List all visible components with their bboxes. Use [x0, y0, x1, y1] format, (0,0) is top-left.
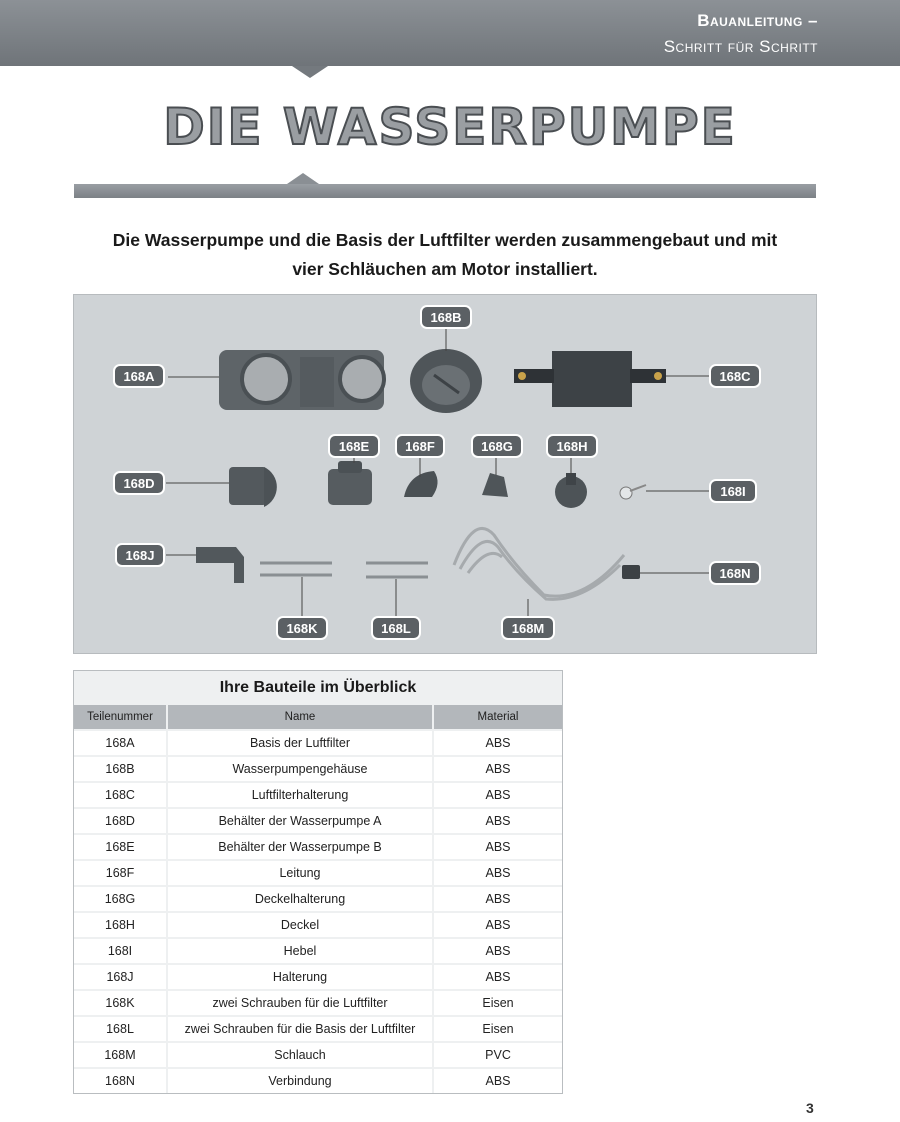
part-label-168e-text: 168E	[338, 439, 370, 454]
name-cell: Wasserpumpengehäuse	[168, 755, 434, 781]
part-label-168f-text: 168F	[405, 439, 435, 454]
name-cell: Leitung	[168, 859, 434, 885]
material-cell: Eisen	[434, 1015, 562, 1041]
parts-photo	[73, 294, 817, 654]
name-cell: Schlauch	[168, 1041, 434, 1067]
parts-table-body	[74, 729, 562, 1093]
part-168i-image	[620, 485, 646, 499]
part-label-168a-text: 168A	[123, 369, 155, 384]
column-header-name: Name	[168, 705, 434, 729]
intro-line1: Die Wasserpumpe und die Basis der Luftfilter werden zusammengebaut und mit	[112, 230, 778, 250]
column-header-material: Material	[434, 705, 562, 729]
name-cell: Luftfilterhalterung	[168, 781, 434, 807]
part-label-168b	[421, 306, 471, 328]
header-notch	[292, 66, 328, 78]
part-168c-image	[514, 351, 666, 407]
name-cell: Verbindung	[168, 1067, 434, 1093]
part-168k-image	[260, 563, 332, 575]
part-label-168g-text: 168G	[481, 439, 513, 454]
material-cell: ABS	[434, 1067, 562, 1093]
part-168b-image	[410, 349, 482, 413]
table-row	[74, 1067, 562, 1093]
material-cell: ABS	[434, 885, 562, 911]
table-row	[74, 1041, 562, 1067]
material-cell: Eisen	[434, 989, 562, 1015]
section-label	[664, 8, 818, 60]
name-cell: zwei Schrauben für die Basis der Luftfilter	[168, 1015, 434, 1041]
table-header-row	[74, 705, 562, 729]
part-number-cell: 168M	[74, 1041, 168, 1067]
table-row	[74, 807, 562, 833]
material-cell: ABS	[434, 833, 562, 859]
table-row	[74, 755, 562, 781]
name-cell: Behälter der Wasserpumpe B	[168, 833, 434, 859]
part-number-cell: 168G	[74, 885, 168, 911]
part-168h-image	[555, 473, 587, 508]
intro-text	[74, 226, 816, 284]
part-label-168n-text: 168N	[719, 566, 751, 581]
part-number-cell: 168F	[74, 859, 168, 885]
part-label-168k-text: 168K	[286, 621, 318, 636]
part-label-168a	[114, 365, 164, 387]
part-168a-image	[219, 350, 384, 410]
part-168m-image	[454, 528, 624, 599]
name-cell: Halterung	[168, 963, 434, 989]
part-label-168l	[372, 617, 420, 639]
table-row	[74, 781, 562, 807]
part-label-168j	[116, 544, 164, 566]
part-number-cell: 168L	[74, 1015, 168, 1041]
part-number-cell: 168J	[74, 963, 168, 989]
part-label-168l-text: 168L	[381, 621, 411, 636]
part-number-cell: 168C	[74, 781, 168, 807]
part-number-cell: 168H	[74, 911, 168, 937]
table-row	[74, 989, 562, 1015]
material-cell: ABS	[434, 729, 562, 755]
material-cell: ABS	[434, 911, 562, 937]
material-cell: ABS	[434, 807, 562, 833]
part-label-168f	[396, 435, 444, 457]
intro-line2: vier Schläuchen am Motor installiert.	[292, 259, 598, 279]
part-label-168c-text: 168C	[719, 369, 751, 384]
part-number-cell: 168D	[74, 807, 168, 833]
title-rule-notch	[287, 173, 319, 184]
part-168f-image	[404, 471, 438, 497]
part-label-168m	[502, 617, 554, 639]
table-row	[74, 729, 562, 755]
part-number-cell: 168K	[74, 989, 168, 1015]
part-label-168j-text: 168J	[125, 548, 155, 563]
part-label-168i-text: 168I	[720, 484, 746, 499]
material-cell: ABS	[434, 963, 562, 989]
column-header-part-number: Teilenummer	[74, 705, 168, 729]
part-label-168e	[329, 435, 379, 457]
name-cell: Behälter der Wasserpumpe A	[168, 807, 434, 833]
part-168l-image	[366, 563, 428, 577]
parts-table-grid	[74, 705, 562, 1093]
part-label-168b-text: 168B	[430, 310, 462, 325]
table-row	[74, 833, 562, 859]
parts-table-title: Ihre Bauteile im Überblick	[74, 671, 562, 705]
part-168d-image	[229, 467, 277, 507]
part-168n-image	[622, 565, 640, 579]
part-label-168n	[710, 562, 760, 584]
material-cell: PVC	[434, 1041, 562, 1067]
table-row	[74, 937, 562, 963]
material-cell: ABS	[434, 859, 562, 885]
name-cell: zwei Schrauben für die Luftfilter	[168, 989, 434, 1015]
part-label-168k	[277, 617, 327, 639]
part-label-168d-text: 168D	[123, 476, 155, 491]
section-label-line2: Schritt für Schritt	[663, 37, 818, 56]
page-title: DIE WASSERPUMPE	[163, 98, 737, 156]
table-row	[74, 1015, 562, 1041]
table-row	[74, 859, 562, 885]
parts-table	[73, 670, 563, 1094]
name-cell: Basis der Luftfilter	[168, 729, 434, 755]
part-number-cell: 168N	[74, 1067, 168, 1093]
part-number-cell: 168B	[74, 755, 168, 781]
page-number: 3	[806, 1100, 814, 1116]
part-label-168h-text: 168H	[556, 439, 588, 454]
title-rule	[74, 184, 816, 198]
material-cell: ABS	[434, 781, 562, 807]
material-cell: ABS	[434, 755, 562, 781]
part-168e-image	[328, 461, 372, 505]
table-row	[74, 885, 562, 911]
part-label-168h	[547, 435, 597, 457]
name-cell: Hebel	[168, 937, 434, 963]
section-label-line1: Bauanleitung –	[697, 11, 818, 30]
part-label-168g	[472, 435, 522, 457]
table-row	[74, 963, 562, 989]
part-number-cell: 168A	[74, 729, 168, 755]
part-label-168i	[710, 480, 756, 502]
part-label-168c	[710, 365, 760, 387]
part-number-cell: 168I	[74, 937, 168, 963]
name-cell: Deckelhalterung	[168, 885, 434, 911]
part-168g-image	[482, 473, 508, 497]
part-168j-image	[196, 547, 244, 583]
table-row	[74, 911, 562, 937]
part-label-168d	[114, 472, 164, 494]
parts-illustration	[74, 295, 818, 655]
part-label-168m-text: 168M	[511, 621, 545, 636]
material-cell: ABS	[434, 937, 562, 963]
name-cell: Deckel	[168, 911, 434, 937]
part-number-cell: 168E	[74, 833, 168, 859]
